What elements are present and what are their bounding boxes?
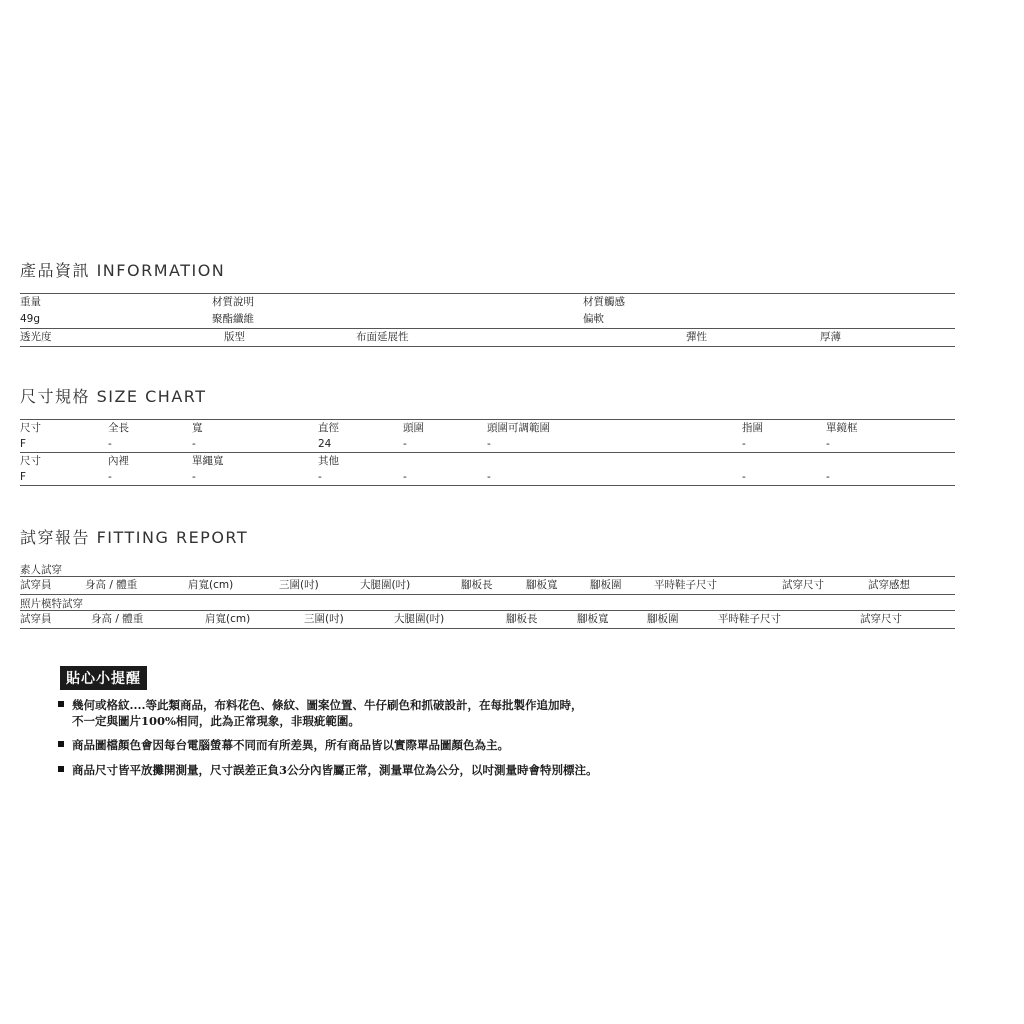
size-cell: 24 <box>318 438 332 450</box>
fitting-col: 身高 / 體重 <box>85 579 138 591</box>
size-section-title: 尺寸規格 SIZE CHART <box>20 387 207 406</box>
size-cell: 內裡 <box>108 455 129 467</box>
fitting-col: 試穿員 <box>20 613 52 625</box>
size-table <box>20 419 955 486</box>
fitting-col: 肩寬(cm) <box>188 579 234 591</box>
fitting-col: 三圍(吋) <box>304 613 344 625</box>
size-cell: 頭圍可調範圍 <box>487 422 550 434</box>
fitting-col: 平時鞋子尺寸 <box>654 579 717 591</box>
fitting-col: 腳板長 <box>461 579 493 591</box>
tip-text: 商品尺寸皆平放攤開測量，尺寸誤差正負3公分內皆屬正常，測量單位為公分，以吋測量時會特別標注。 <box>72 763 598 777</box>
size-cell: - <box>826 471 830 483</box>
size-cell: 單繩寬 <box>192 455 224 467</box>
fitting-col: 身高 / 體重 <box>91 613 144 625</box>
tip-text: 商品圖檔顏色會因每台電腦螢幕不同而有所差異，所有商品皆以實際單品圖顏色為主。 <box>72 738 509 752</box>
fitting-col: 試穿尺寸 <box>860 613 902 625</box>
info-row-values <box>20 311 955 329</box>
info-label-elasticity: 彈性 <box>686 331 707 343</box>
fitting-col: 試穿感想 <box>868 579 910 591</box>
info-label-fit: 版型 <box>224 331 245 343</box>
fitting-col: 腳板寬 <box>577 613 609 625</box>
model-fitting-label: 照片模特試穿 <box>20 598 83 610</box>
info-label-texture: 材質觸感 <box>583 296 625 308</box>
size-cell: 尺寸 <box>20 422 41 434</box>
size-cell: 頭圍 <box>403 422 424 434</box>
size-row-header-1 <box>20 419 955 436</box>
tip-text: 幾何或格紋....等此類商品，布料花色、條紋、圖案位置、牛仔刷色和抓破設計，在每批製作追加時， <box>72 698 583 712</box>
fitting-col: 大腿圍(吋) <box>394 613 445 625</box>
size-cell: - <box>403 471 407 483</box>
size-cell: F <box>20 438 27 450</box>
size-cell: - <box>192 471 196 483</box>
info-value-material: 聚酯纖維 <box>212 313 254 325</box>
size-row-header-2 <box>20 453 955 469</box>
amateur-fitting-label: 素人試穿 <box>20 564 62 576</box>
size-cell: - <box>487 438 491 450</box>
fitting-col: 平時鞋子尺寸 <box>718 613 781 625</box>
size-cell: - <box>826 438 830 450</box>
info-label-transparency: 透光度 <box>20 331 52 343</box>
size-row-values-1 <box>20 436 955 453</box>
model-fitting-header <box>20 610 955 629</box>
size-cell: - <box>192 438 196 450</box>
size-row-values-2 <box>20 469 955 486</box>
tip-item <box>58 737 509 753</box>
size-cell: - <box>742 471 746 483</box>
tips-title: 貼心小提醒 <box>60 666 147 690</box>
fitting-col: 腳板寬 <box>526 579 558 591</box>
size-cell: 單鏡框 <box>826 422 858 434</box>
size-cell: 指圍 <box>742 422 763 434</box>
info-value-texture: 偏軟 <box>583 313 604 325</box>
size-cell: - <box>742 438 746 450</box>
amateur-fitting-header <box>20 576 955 595</box>
size-cell: - <box>487 471 491 483</box>
size-cell: 其他 <box>318 455 339 467</box>
tip-item <box>58 697 583 729</box>
tip-item <box>58 762 598 778</box>
info-label-stretch: 布面延展性 <box>356 331 409 343</box>
fitting-col: 腳板圍 <box>647 613 679 625</box>
size-cell: - <box>318 471 322 483</box>
bullet-icon <box>58 701 64 707</box>
fitting-col: 腳板圍 <box>590 579 622 591</box>
info-label-weight: 重量 <box>20 296 41 308</box>
fitting-col: 試穿員 <box>20 579 52 591</box>
size-cell: F <box>20 471 27 483</box>
size-cell: 直徑 <box>318 422 339 434</box>
fitting-section-title: 試穿報告 FITTING REPORT <box>20 528 249 547</box>
info-table <box>20 293 955 347</box>
info-row-attributes <box>20 329 955 347</box>
info-label-material: 材質說明 <box>212 296 254 308</box>
fitting-col: 大腿圍(吋) <box>360 579 411 591</box>
bullet-icon <box>58 741 64 747</box>
size-cell: 寬 <box>192 422 203 434</box>
size-cell: - <box>108 471 112 483</box>
tip-text-continued: 不一定與圖片100%相同，此為正常現象，非瑕疵範圍。 <box>72 714 360 728</box>
size-cell: 尺寸 <box>20 455 41 467</box>
fitting-col: 試穿尺寸 <box>782 579 824 591</box>
size-cell: 全長 <box>108 422 129 434</box>
info-section-title: 產品資訊 INFORMATION <box>20 261 226 280</box>
size-cell: - <box>403 438 407 450</box>
info-row-labels <box>20 293 955 311</box>
fitting-col: 腳板長 <box>506 613 538 625</box>
info-value-weight: 49g <box>20 313 41 325</box>
fitting-col: 肩寬(cm) <box>205 613 251 625</box>
info-label-thickness: 厚薄 <box>820 331 841 343</box>
size-cell: - <box>108 438 112 450</box>
fitting-col: 三圍(吋) <box>279 579 319 591</box>
bullet-icon <box>58 766 64 772</box>
